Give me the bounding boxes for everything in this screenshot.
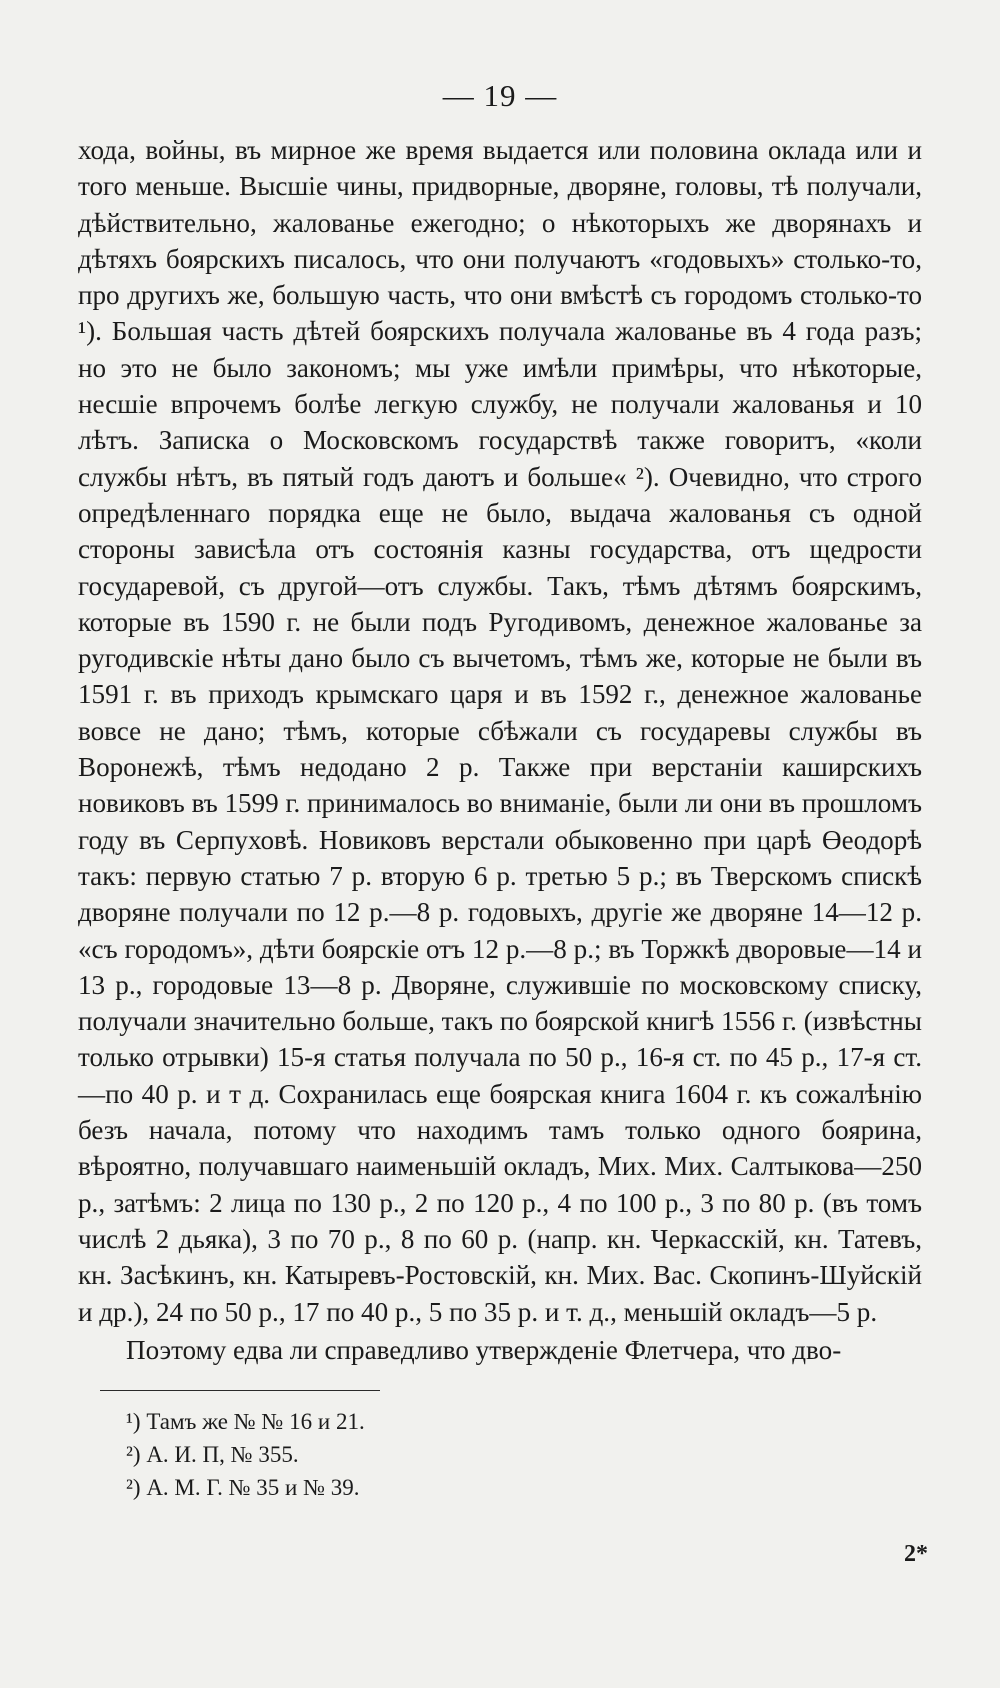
footnote-text: Тамъ же № № 16 и 21. bbox=[146, 1409, 365, 1435]
footnote-2 bbox=[126, 1438, 922, 1471]
footnotes bbox=[78, 1405, 922, 1504]
footnote-text: А. М. Г. № 35 и № 39. bbox=[146, 1475, 360, 1501]
footnote-marker: ¹) bbox=[126, 1409, 141, 1435]
footnote-marker: ²) bbox=[126, 1442, 141, 1468]
footnote-3 bbox=[126, 1471, 922, 1504]
footnote-text: А. И. П, № 355. bbox=[146, 1442, 299, 1468]
footnote-marker: ²) bbox=[126, 1475, 141, 1501]
main-text bbox=[78, 132, 922, 1368]
paragraph-1: хода, войны, въ мирное же время выдается или половина оклада или и того меньше. Высшіе чины, придворные, дворяне, головы, тѣ получали, дѣйствительно, жалованье ежегодно; о нѣкоторыхъ же дворянахъ и дѣтяхъ боярскихъ писалось, что они получаютъ «годовыхъ» столько-то, про другихъ же, большую часть, что они вмѣстѣ съ городомъ столько-то ¹). Большая часть дѣтей боярскихъ получала жалованье въ 4 года разъ; но это не было закономъ; мы уже имѣли примѣры, что нѣкоторые, несшіе впрочемъ болѣе легкую службу, не получали жалованья и 10 лѣтъ. Записка о Московскомъ государствѣ также говоритъ, «коли службы нѣтъ, въ пятый годъ даютъ и больше« ²). Очевидно, что строго опредѣленнаго порядка еще не было, выдача жалованья съ одной стороны зависѣла отъ состоянія казны государства, отъ щедрости государевой, съ другой—отъ службы. Такъ, тѣмъ дѣтямъ боярскимъ, которые въ 1590 г. не были подъ Ругодивомъ, денежное жалованье за ругодивскіе нѣты дано было съ вычетомъ, тѣмъ же, которые не были въ 1591 г. въ приходъ крымскаго царя и въ 1592 г., денежное жалованье вовсе не дано; тѣмъ, которые сбѣжали съ государевы службы въ Воронежѣ, тѣмъ недодано 2 р. Также при верстаніи каширскихъ новиковъ въ 1599 г. принималось во вниманіе, были ли они въ прошломъ году въ Серпуховѣ. Новиковъ верстали обыковенно при царѣ Өеодорѣ такъ: первую статью 7 р. вторую 6 р. третью 5 р.; въ Тверскомъ спискѣ дворяне получали по 12 р.—8 р. годовыхъ, другіе же дворяне 14—12 р. «съ городомъ», дѣти боярскіе отъ 12 р.—8 р.; въ Торжкѣ дворовые—14 и 13 р., городовые 13—8 р. Дворяне, служившіе по московскому списку, получали значительно больше, такъ по боярской книгѣ 1556 г. (извѣстны только отрывки) 15-я статья получала по 50 р., 16-я ст. по 45 р., 17-я ст.—по 40 р. и т д. Сохранилась еще боярская книга 1604 г. къ сожалѣнію безъ начала, потому что находимъ тамъ только одного боярина, вѣроятно, получавшаго наименьшій окладъ, Мих. Мих. Салтыкова—250 р., затѣмъ: 2 лица по 130 р., 2 по 120 р., 4 по 100 р., 3 по 80 р. (въ томъ числѣ 2 дьяка), 3 по 70 р., 8 по 60 р. (напр. кн. Черкасскій, кн. Татевъ, кн. Засѣкинъ, кн. Катыревъ-Ростовскій, кн. Мих. Вас. Скопинъ-Шуйскій и др.), 24 по 50 р., 17 по 40 р., 5 по 35 р. и т. д., меньшій окладъ—5 р. bbox=[78, 135, 922, 1327]
page-number: — 19 — bbox=[442, 78, 558, 113]
paragraph-2: Поэтому едва ли справедливо утвержденіе Флетчера, что дво- bbox=[126, 1334, 842, 1365]
footnote-1 bbox=[126, 1405, 922, 1438]
footnote-divider bbox=[100, 1390, 380, 1391]
signature-mark: 2* bbox=[904, 1541, 928, 1567]
